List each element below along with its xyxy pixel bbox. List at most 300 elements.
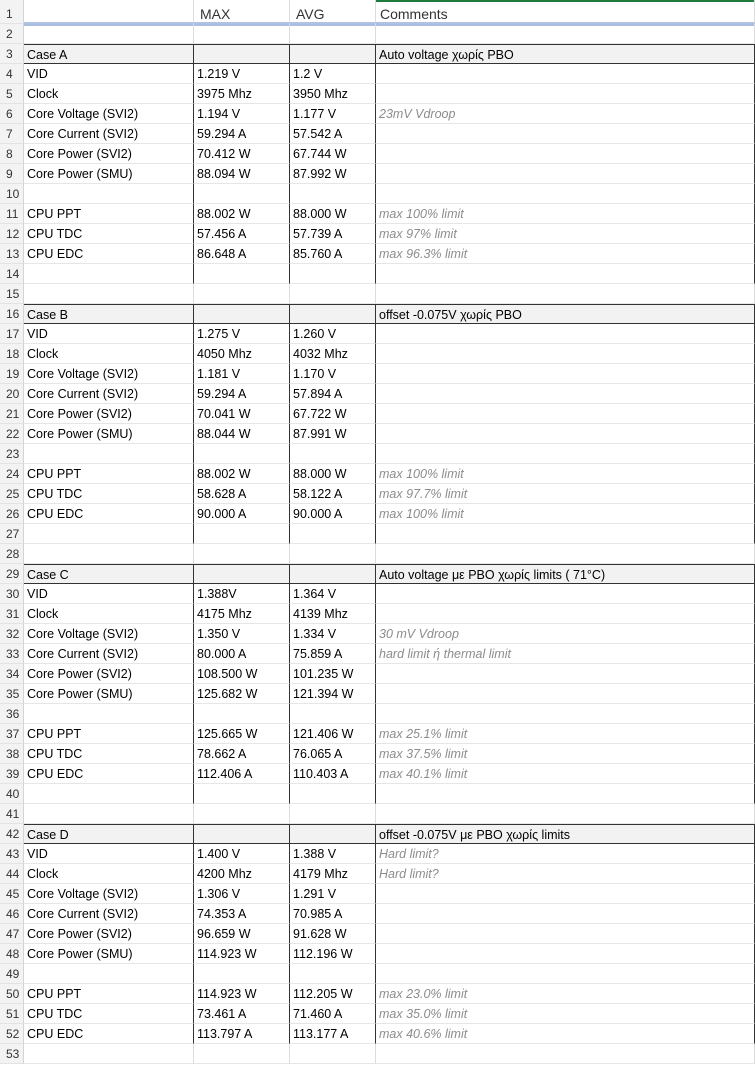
cell-a[interactable]: [24, 24, 194, 44]
sheet-row: [0, 464, 755, 484]
row-number[interactable]: 5: [0, 84, 24, 104]
sheet-row: [0, 864, 755, 884]
sheet-row: [0, 444, 755, 464]
sheet-row: [0, 184, 755, 204]
cell-c[interactable]: 121.406 W: [290, 724, 376, 744]
row-number[interactable]: 45: [0, 884, 24, 904]
row-number[interactable]: 37: [0, 724, 24, 744]
row-number[interactable]: 46: [0, 904, 24, 924]
cell-d[interactable]: offset -0.075V με PBO χωρίς limits: [376, 824, 755, 844]
cell-c[interactable]: [290, 524, 376, 544]
sheet-row: [0, 624, 755, 644]
cell-a[interactable]: VID: [24, 64, 194, 84]
sheet-row: [0, 404, 755, 424]
cell-d[interactable]: [376, 424, 755, 444]
cell-b[interactable]: [194, 184, 290, 204]
cell-a[interactable]: CPU PPT: [24, 984, 194, 1004]
cell-d[interactable]: [376, 904, 755, 924]
row-number[interactable]: 23: [0, 444, 24, 464]
cell-c[interactable]: 1.170 V: [290, 364, 376, 384]
cell-d[interactable]: offset -0.075V χωρίς PBO: [376, 304, 755, 324]
cell-a[interactable]: CPU TDC: [24, 484, 194, 504]
cell-b[interactable]: 88.002 W: [194, 204, 290, 224]
cell-d[interactable]: [376, 964, 755, 984]
cell-a[interactable]: CPU TDC: [24, 744, 194, 764]
row-number[interactable]: 47: [0, 924, 24, 944]
cell-a[interactable]: CPU TDC: [24, 224, 194, 244]
cell-d[interactable]: [376, 784, 755, 804]
cell-c[interactable]: 4179 Mhz: [290, 864, 376, 884]
cell-a[interactable]: Clock: [24, 344, 194, 364]
cell-c[interactable]: [290, 704, 376, 724]
row-number[interactable]: 35: [0, 684, 24, 704]
cell-c[interactable]: 70.985 A: [290, 904, 376, 924]
cell-b[interactable]: 78.662 A: [194, 744, 290, 764]
row-number[interactable]: 39: [0, 764, 24, 784]
cell-a[interactable]: Core Power (SVI2): [24, 144, 194, 164]
cell-c[interactable]: [290, 284, 376, 304]
cell-d[interactable]: Hard limit?: [376, 844, 755, 864]
sheet-row: [0, 644, 755, 664]
cell-b[interactable]: [194, 784, 290, 804]
cell-c[interactable]: 112.196 W: [290, 944, 376, 964]
sheet-row: [0, 564, 755, 584]
cell-c[interactable]: 87.992 W: [290, 164, 376, 184]
cell-c[interactable]: [290, 564, 376, 584]
row-number[interactable]: 49: [0, 964, 24, 984]
cell-d[interactable]: [376, 344, 755, 364]
cell-d[interactable]: [376, 284, 755, 304]
cell-c[interactable]: [290, 1044, 376, 1064]
row-number[interactable]: 26: [0, 504, 24, 524]
cell-b[interactable]: 58.628 A: [194, 484, 290, 504]
cell-b[interactable]: 70.041 W: [194, 404, 290, 424]
cell-b[interactable]: [194, 544, 290, 564]
cell-b[interactable]: 59.294 A: [194, 124, 290, 144]
row-number[interactable]: 27: [0, 524, 24, 544]
cell-b[interactable]: 4050 Mhz: [194, 344, 290, 364]
row-number[interactable]: 33: [0, 644, 24, 664]
cell-c[interactable]: [290, 804, 376, 824]
cell-c[interactable]: [290, 44, 376, 64]
cell-c[interactable]: 67.722 W: [290, 404, 376, 424]
cell-b[interactable]: 57.456 A: [194, 224, 290, 244]
row-number[interactable]: 43: [0, 844, 24, 864]
cell-b[interactable]: 1.275 V: [194, 324, 290, 344]
cell-d[interactable]: [376, 164, 755, 184]
cell-a[interactable]: Case A: [24, 44, 194, 64]
cell-d[interactable]: [376, 604, 755, 624]
cell-d[interactable]: max 25.1% limit: [376, 724, 755, 744]
cell-b[interactable]: 4200 Mhz: [194, 864, 290, 884]
row-number[interactable]: 18: [0, 344, 24, 364]
sheet-row: [0, 164, 755, 184]
cell-c[interactable]: 4139 Mhz: [290, 604, 376, 624]
cell-a[interactable]: [24, 1044, 194, 1064]
row-number[interactable]: 21: [0, 404, 24, 424]
cell-c[interactable]: 76.065 A: [290, 744, 376, 764]
cell-d[interactable]: [376, 64, 755, 84]
cell-d[interactable]: [376, 924, 755, 944]
cell-a[interactable]: Core Current (SVI2): [24, 384, 194, 404]
cell-d[interactable]: max 96.3% limit: [376, 244, 755, 264]
cell-a[interactable]: CPU PPT: [24, 464, 194, 484]
cell-a[interactable]: Core Current (SVI2): [24, 644, 194, 664]
row-number[interactable]: 10: [0, 184, 24, 204]
cell-b[interactable]: 1.388V: [194, 584, 290, 604]
cell-c[interactable]: 4032 Mhz: [290, 344, 376, 364]
cell-a[interactable]: VID: [24, 584, 194, 604]
cell-a[interactable]: Core Voltage (SVI2): [24, 104, 194, 124]
cell-c[interactable]: 1.2 V: [290, 64, 376, 84]
cell-b[interactable]: [194, 24, 290, 44]
cell-b[interactable]: 125.665 W: [194, 724, 290, 744]
cell-d[interactable]: max 40.1% limit: [376, 764, 755, 784]
cell-c[interactable]: [290, 824, 376, 844]
header-row: [0, 0, 755, 26]
cell-b[interactable]: 3975 Mhz: [194, 84, 290, 104]
cell-a[interactable]: Core Power (SVI2): [24, 924, 194, 944]
sheet-row: [0, 64, 755, 84]
cell-a[interactable]: [24, 544, 194, 564]
sheet-row: [0, 244, 755, 264]
cell-a[interactable]: Core Voltage (SVI2): [24, 624, 194, 644]
cell-c[interactable]: 57.894 A: [290, 384, 376, 404]
cell-c[interactable]: 1.177 V: [290, 104, 376, 124]
cell-b[interactable]: [194, 1044, 290, 1064]
cell-b[interactable]: [194, 964, 290, 984]
cell-c[interactable]: 1.364 V: [290, 584, 376, 604]
cell-b[interactable]: 4175 Mhz: [194, 604, 290, 624]
row-number[interactable]: 29: [0, 564, 24, 584]
cell-b[interactable]: [194, 824, 290, 844]
row-number[interactable]: 38: [0, 744, 24, 764]
cell-b[interactable]: 90.000 A: [194, 504, 290, 524]
row-number[interactable]: 28: [0, 544, 24, 564]
cell-d[interactable]: max 100% limit: [376, 464, 755, 484]
row-number[interactable]: 11: [0, 204, 24, 224]
sheet-row: [0, 804, 755, 824]
cell-c[interactable]: 1.388 V: [290, 844, 376, 864]
cell-a[interactable]: Clock: [24, 84, 194, 104]
cell-d[interactable]: [376, 84, 755, 104]
cell-b[interactable]: 125.682 W: [194, 684, 290, 704]
cell-b[interactable]: 73.461 A: [194, 1004, 290, 1024]
cell-d[interactable]: [376, 144, 755, 164]
cell-a[interactable]: CPU EDC: [24, 244, 194, 264]
cell-c[interactable]: 110.403 A: [290, 764, 376, 784]
cell-b[interactable]: 1.400 V: [194, 844, 290, 864]
row-number[interactable]: 1: [0, 0, 24, 24]
row-number[interactable]: 3: [0, 44, 24, 64]
cell-b[interactable]: [194, 304, 290, 324]
sheet-row: [0, 144, 755, 164]
row-number[interactable]: 17: [0, 324, 24, 344]
row-number[interactable]: 30: [0, 584, 24, 604]
sheet-row: [0, 744, 755, 764]
cell-a[interactable]: [24, 964, 194, 984]
cell-d[interactable]: [376, 544, 755, 564]
cell-c[interactable]: 58.122 A: [290, 484, 376, 504]
cell-a[interactable]: Core Power (SMU): [24, 684, 194, 704]
cell-b[interactable]: [194, 284, 290, 304]
cell-a[interactable]: [24, 524, 194, 544]
row-number[interactable]: 8: [0, 144, 24, 164]
cell-c[interactable]: 1.334 V: [290, 624, 376, 644]
cell-a[interactable]: [24, 784, 194, 804]
cell-d[interactable]: [376, 124, 755, 144]
cell-b[interactable]: [194, 264, 290, 284]
row-number[interactable]: 44: [0, 864, 24, 884]
cell-c[interactable]: [290, 304, 376, 324]
cell-b[interactable]: [194, 804, 290, 824]
cell-b[interactable]: 80.000 A: [194, 644, 290, 664]
cell-d[interactable]: [376, 384, 755, 404]
cell-c[interactable]: 113.177 A: [290, 1024, 376, 1044]
cell-a[interactable]: [24, 444, 194, 464]
cell-d[interactable]: max 97% limit: [376, 224, 755, 244]
sheet-row: [0, 1024, 755, 1044]
cell-c[interactable]: 101.235 W: [290, 664, 376, 684]
cell-b[interactable]: [194, 44, 290, 64]
cell-a[interactable]: CPU EDC: [24, 1024, 194, 1044]
row-number[interactable]: 40: [0, 784, 24, 804]
cell-a[interactable]: Core Power (SMU): [24, 944, 194, 964]
cell-b[interactable]: [194, 524, 290, 544]
row-number[interactable]: 32: [0, 624, 24, 644]
cell-d[interactable]: [376, 704, 755, 724]
cell-c[interactable]: 57.542 A: [290, 124, 376, 144]
cell-a[interactable]: Case C: [24, 564, 194, 584]
cell-a[interactable]: Core Voltage (SVI2): [24, 884, 194, 904]
sheet-row: [0, 364, 755, 384]
cell-c[interactable]: [290, 544, 376, 564]
cell-b[interactable]: 86.648 A: [194, 244, 290, 264]
cell-c[interactable]: [290, 264, 376, 284]
cell-b[interactable]: [194, 704, 290, 724]
column-header-b[interactable]: MAX: [194, 0, 290, 24]
cell-d[interactable]: 30 mV Vdroop: [376, 624, 755, 644]
row-number[interactable]: 19: [0, 364, 24, 384]
cell-d[interactable]: max 100% limit: [376, 204, 755, 224]
row-number[interactable]: 24: [0, 464, 24, 484]
cell-c[interactable]: 88.000 W: [290, 204, 376, 224]
cell-d[interactable]: [376, 184, 755, 204]
cell-d[interactable]: [376, 524, 755, 544]
cell-a[interactable]: [24, 804, 194, 824]
row-number[interactable]: 42: [0, 824, 24, 844]
cell-d[interactable]: [376, 804, 755, 824]
sheet-row: [0, 924, 755, 944]
cell-a[interactable]: [24, 704, 194, 724]
column-header-a[interactable]: [24, 0, 194, 24]
cell-c[interactable]: [290, 444, 376, 464]
cell-b[interactable]: 88.002 W: [194, 464, 290, 484]
cell-c[interactable]: 88.000 W: [290, 464, 376, 484]
cell-c[interactable]: [290, 184, 376, 204]
cell-c[interactable]: 1.291 V: [290, 884, 376, 904]
row-number[interactable]: 25: [0, 484, 24, 504]
cell-b[interactable]: 114.923 W: [194, 944, 290, 964]
sheet-row: [0, 44, 755, 64]
sheet-row: [0, 204, 755, 224]
cell-c[interactable]: 90.000 A: [290, 504, 376, 524]
row-number[interactable]: 7: [0, 124, 24, 144]
cell-d[interactable]: [376, 884, 755, 904]
column-header-d[interactable]: Comments: [376, 0, 755, 24]
cell-c[interactable]: 75.859 A: [290, 644, 376, 664]
cell-d[interactable]: max 23.0% limit: [376, 984, 755, 1004]
cell-b[interactable]: 114.923 W: [194, 984, 290, 1004]
cell-c[interactable]: 85.760 A: [290, 244, 376, 264]
row-number[interactable]: 14: [0, 264, 24, 284]
cell-a[interactable]: Core Power (SVI2): [24, 664, 194, 684]
sheet-row: [0, 544, 755, 564]
cell-c[interactable]: 67.744 W: [290, 144, 376, 164]
row-number[interactable]: 34: [0, 664, 24, 684]
cell-b[interactable]: 88.044 W: [194, 424, 290, 444]
cell-d[interactable]: Auto voltage χωρίς PBO: [376, 44, 755, 64]
row-number[interactable]: 36: [0, 704, 24, 724]
cell-c[interactable]: [290, 784, 376, 804]
sheet-row: [0, 384, 755, 404]
row-number[interactable]: 15: [0, 284, 24, 304]
cell-a[interactable]: VID: [24, 324, 194, 344]
cell-c[interactable]: [290, 964, 376, 984]
cell-b[interactable]: 88.094 W: [194, 164, 290, 184]
cell-b[interactable]: 59.294 A: [194, 384, 290, 404]
cell-d[interactable]: max 37.5% limit: [376, 744, 755, 764]
cell-d[interactable]: max 40.6% limit: [376, 1024, 755, 1044]
cell-d[interactable]: max 100% limit: [376, 504, 755, 524]
sheet-row: [0, 964, 755, 984]
cell-a[interactable]: [24, 284, 194, 304]
cell-c[interactable]: 71.460 A: [290, 1004, 376, 1024]
cell-c[interactable]: 57.739 A: [290, 224, 376, 244]
row-number[interactable]: 53: [0, 1044, 24, 1064]
cell-d[interactable]: [376, 1044, 755, 1064]
cell-d[interactable]: [376, 364, 755, 384]
row-number[interactable]: 51: [0, 1004, 24, 1024]
cell-b[interactable]: 1.306 V: [194, 884, 290, 904]
cell-a[interactable]: CPU EDC: [24, 504, 194, 524]
sheet-row: [0, 904, 755, 924]
cell-a[interactable]: CPU PPT: [24, 724, 194, 744]
cell-a[interactable]: CPU EDC: [24, 764, 194, 784]
row-number[interactable]: 52: [0, 1024, 24, 1044]
sheet-row: [0, 224, 755, 244]
sheet-row: [0, 764, 755, 784]
cell-b[interactable]: 1.350 V: [194, 624, 290, 644]
cell-d[interactable]: 23mV Vdroop: [376, 104, 755, 124]
row-number[interactable]: 13: [0, 244, 24, 264]
sheet-row: [0, 304, 755, 324]
cell-a[interactable]: Core Voltage (SVI2): [24, 364, 194, 384]
cell-a[interactable]: Case B: [24, 304, 194, 324]
cell-c[interactable]: 91.628 W: [290, 924, 376, 944]
cell-d[interactable]: [376, 664, 755, 684]
cell-c[interactable]: 1.260 V: [290, 324, 376, 344]
cell-a[interactable]: Clock: [24, 864, 194, 884]
cell-d[interactable]: max 35.0% limit: [376, 1004, 755, 1024]
sheet-row: [0, 784, 755, 804]
cell-d[interactable]: Hard limit?: [376, 864, 755, 884]
row-number[interactable]: 22: [0, 424, 24, 444]
sheet-row: [0, 1044, 755, 1064]
cell-c[interactable]: 3950 Mhz: [290, 84, 376, 104]
cell-a[interactable]: Case D: [24, 824, 194, 844]
sheet-row: [0, 824, 755, 844]
sheet-row: [0, 284, 755, 304]
row-number[interactable]: 48: [0, 944, 24, 964]
cell-c[interactable]: 121.394 W: [290, 684, 376, 704]
cell-d[interactable]: hard limit ή thermal limit: [376, 644, 755, 664]
row-number[interactable]: 9: [0, 164, 24, 184]
cell-a[interactable]: Core Current (SVI2): [24, 124, 194, 144]
cell-d[interactable]: Auto voltage με PBO χωρίς limits ( 71°C): [376, 564, 755, 584]
cell-a[interactable]: CPU TDC: [24, 1004, 194, 1024]
cell-b[interactable]: 70.412 W: [194, 144, 290, 164]
cell-c[interactable]: [290, 24, 376, 44]
cell-a[interactable]: Core Power (SVI2): [24, 404, 194, 424]
cell-b[interactable]: 74.353 A: [194, 904, 290, 924]
row-number[interactable]: 12: [0, 224, 24, 244]
cell-b[interactable]: 96.659 W: [194, 924, 290, 944]
sheet-row: [0, 324, 755, 344]
cell-c[interactable]: 87.991 W: [290, 424, 376, 444]
cell-d[interactable]: [376, 684, 755, 704]
cell-d[interactable]: [376, 324, 755, 344]
cell-b[interactable]: 1.181 V: [194, 364, 290, 384]
cell-a[interactable]: CPU PPT: [24, 204, 194, 224]
sheet-row: [0, 104, 755, 124]
cell-a[interactable]: [24, 184, 194, 204]
row-number[interactable]: 2: [0, 24, 24, 44]
cell-b[interactable]: 108.500 W: [194, 664, 290, 684]
cell-c[interactable]: 112.205 W: [290, 984, 376, 1004]
cell-d[interactable]: [376, 584, 755, 604]
row-number[interactable]: 50: [0, 984, 24, 1004]
cell-b[interactable]: [194, 444, 290, 464]
row-number[interactable]: 4: [0, 64, 24, 84]
cell-b[interactable]: [194, 564, 290, 584]
cell-a[interactable]: VID: [24, 844, 194, 864]
cell-b[interactable]: 112.406 A: [194, 764, 290, 784]
row-number[interactable]: 41: [0, 804, 24, 824]
cell-b[interactable]: 1.194 V: [194, 104, 290, 124]
cell-a[interactable]: Core Power (SMU): [24, 424, 194, 444]
cell-d[interactable]: [376, 944, 755, 964]
cell-a[interactable]: Clock: [24, 604, 194, 624]
row-number[interactable]: 6: [0, 104, 24, 124]
cell-d[interactable]: max 97.7% limit: [376, 484, 755, 504]
cell-a[interactable]: [24, 264, 194, 284]
row-number[interactable]: 20: [0, 384, 24, 404]
cell-b[interactable]: 113.797 A: [194, 1024, 290, 1044]
cell-a[interactable]: Core Power (SMU): [24, 164, 194, 184]
cell-a[interactable]: Core Current (SVI2): [24, 904, 194, 924]
cell-d[interactable]: [376, 264, 755, 284]
column-header-c[interactable]: AVG: [290, 0, 376, 24]
sheet-row: [0, 604, 755, 624]
cell-b[interactable]: 1.219 V: [194, 64, 290, 84]
sheet-row: [0, 124, 755, 144]
cell-d[interactable]: [376, 404, 755, 424]
cell-d[interactable]: [376, 24, 755, 44]
row-number[interactable]: 16: [0, 304, 24, 324]
row-number[interactable]: 31: [0, 604, 24, 624]
cell-d[interactable]: [376, 444, 755, 464]
